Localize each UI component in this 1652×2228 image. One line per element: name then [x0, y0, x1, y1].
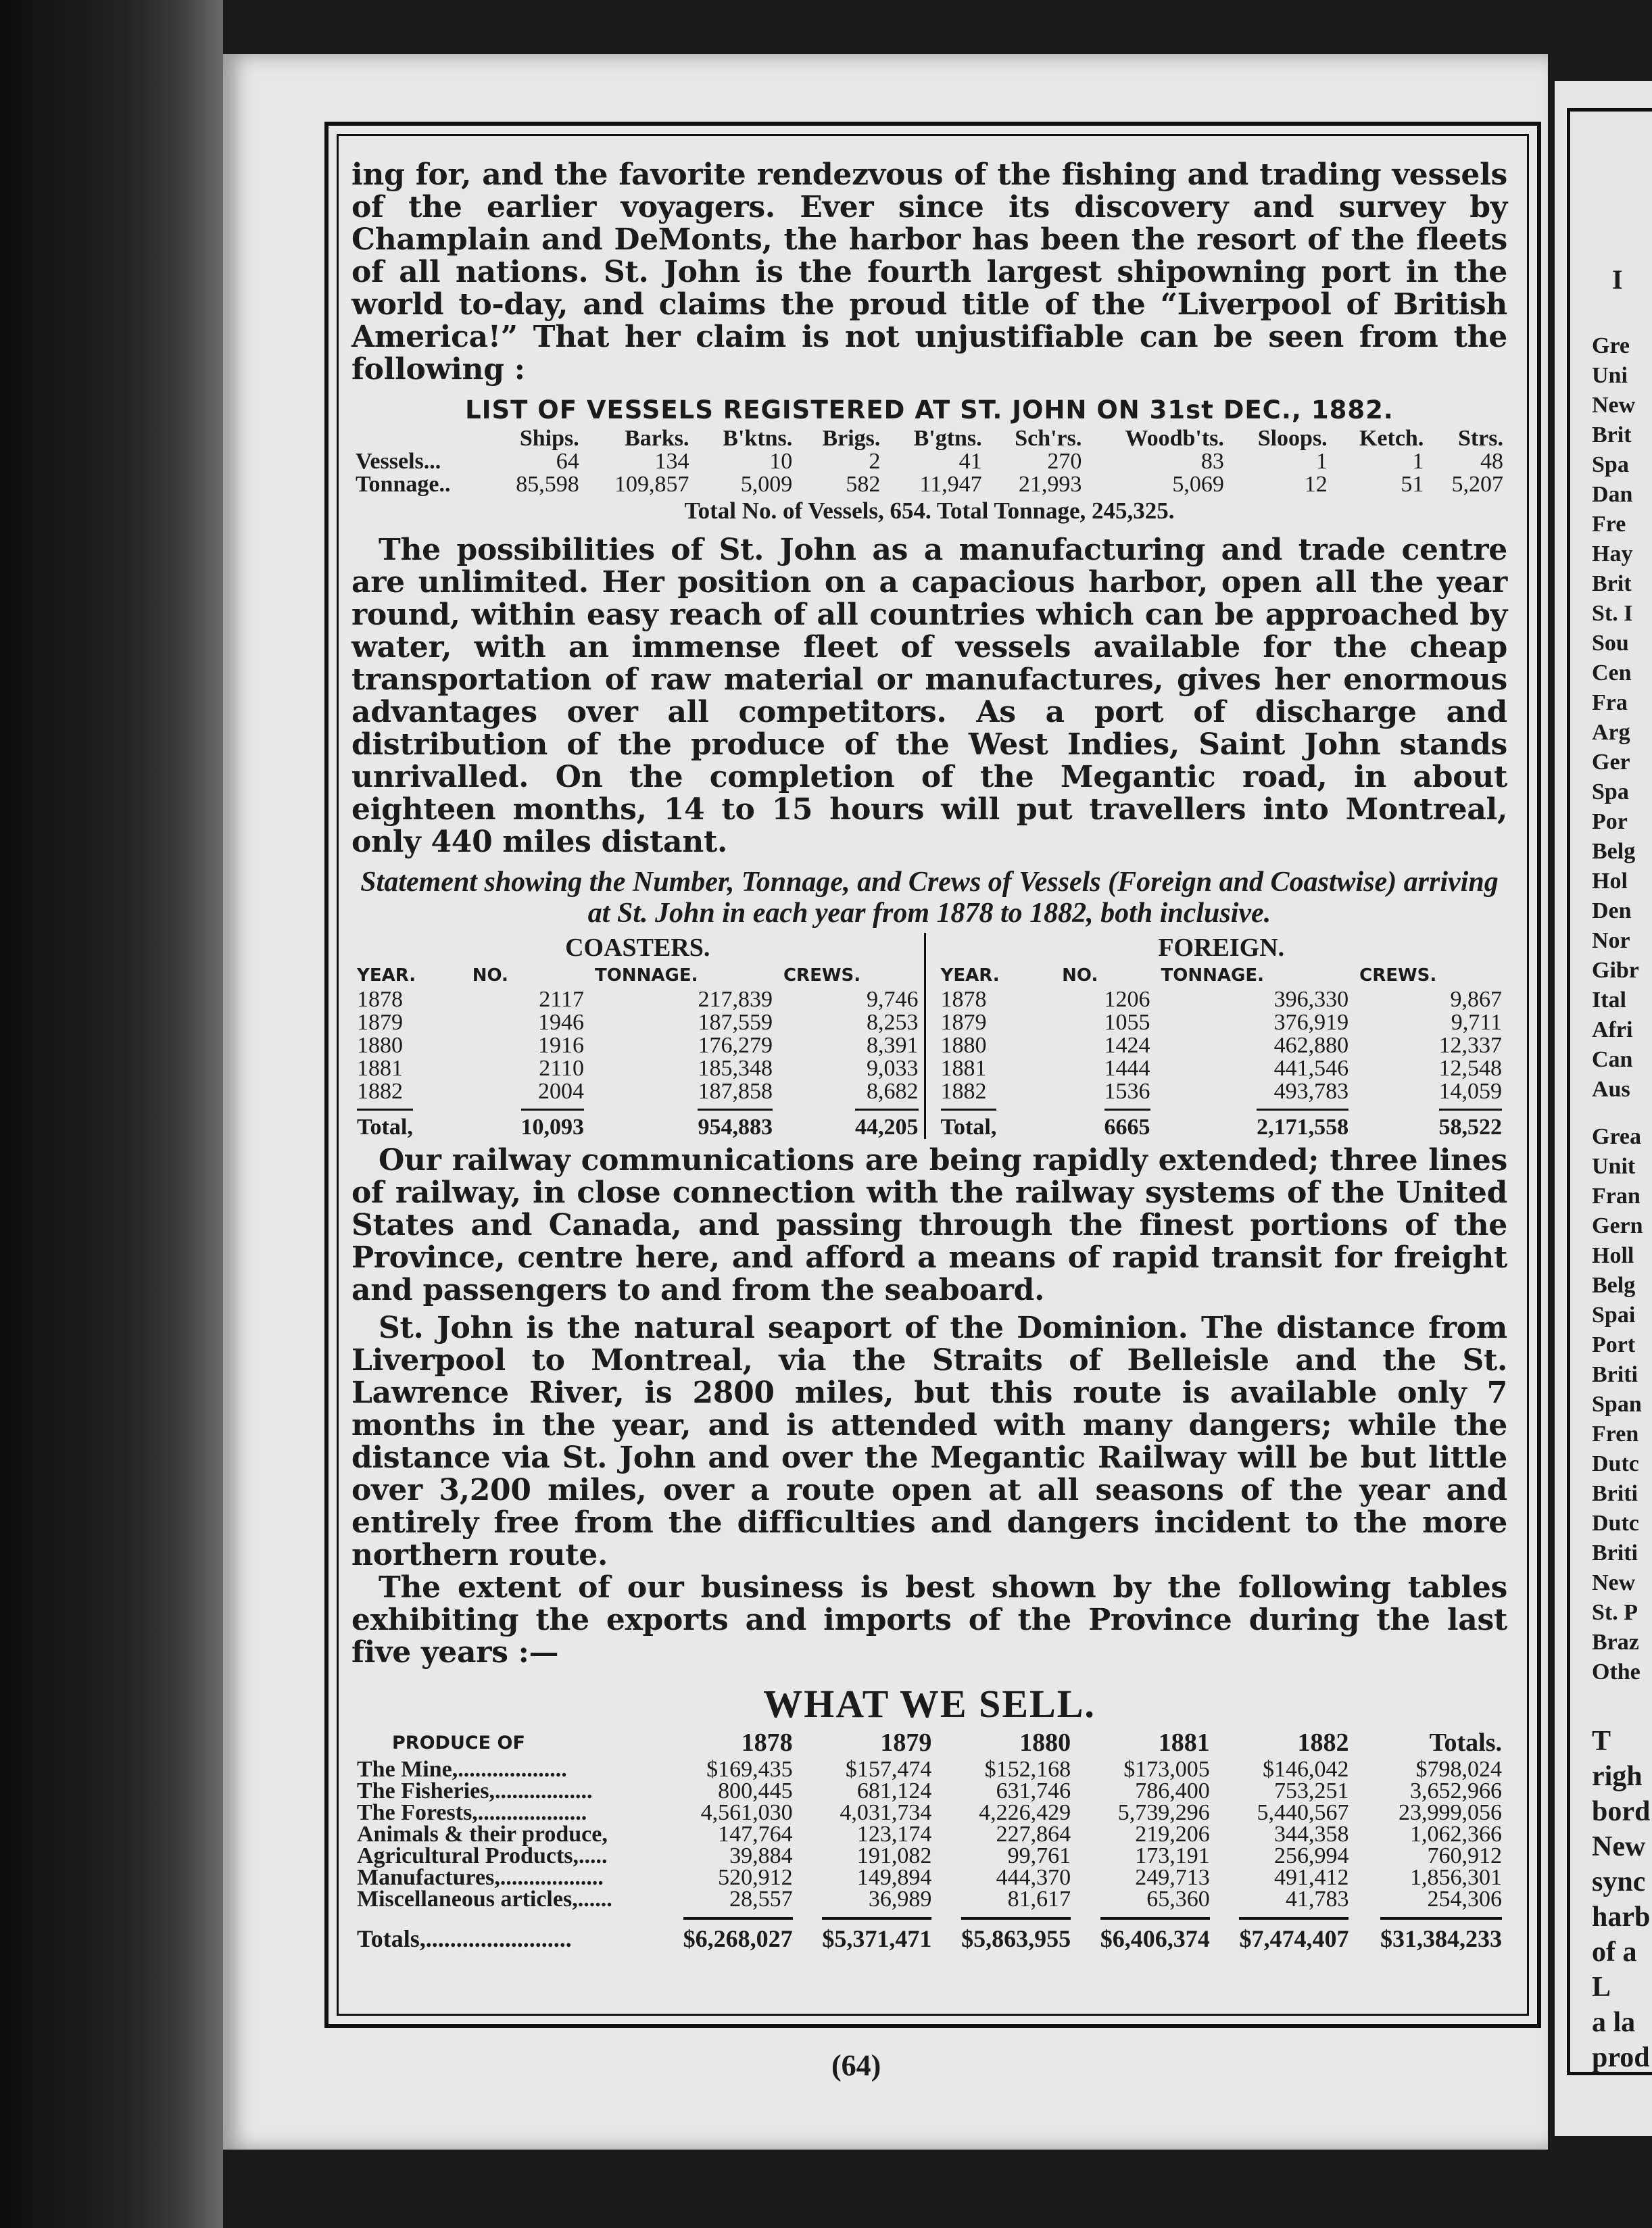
sell-cell: 173,191: [1135, 1843, 1210, 1868]
vessels-column-header: Ketch.: [1359, 426, 1424, 451]
coasters-total-cell: [351, 1105, 467, 1140]
right-page-fragment: Cen: [1592, 660, 1632, 685]
foreign-section: [924, 933, 1508, 1139]
right-page-fragment: Brit: [1592, 422, 1632, 447]
foreign-cell: 1881: [940, 1056, 987, 1081]
coasters-section: [351, 933, 924, 1139]
sell-cell: 191,082: [856, 1843, 932, 1868]
right-page-fragment: Holl: [1592, 1243, 1634, 1268]
foreign-cell: 12,548: [1438, 1056, 1502, 1081]
sell-column-header: 1880: [1019, 1728, 1071, 1757]
right-page-fragment: Belg: [1592, 839, 1636, 864]
right-page-fragment: a la: [1592, 2007, 1636, 2038]
sell-cell: 41,783: [1285, 1887, 1349, 1912]
sell-row-label: The Mine,...................: [357, 1757, 567, 1782]
sell-cell: 227,864: [996, 1822, 1071, 1847]
foreign-cell: 9,711: [1451, 1010, 1502, 1035]
foreign-column-header: TONNAGE.: [1161, 965, 1265, 986]
vessels-table-header: [351, 427, 1507, 450]
right-page-fragment: Aus: [1592, 1077, 1630, 1102]
sell-cell: $173,005: [1123, 1757, 1210, 1782]
sell-cell: 149,894: [856, 1865, 932, 1890]
sell-column-header: PRODUCE OF: [392, 1732, 525, 1753]
sell-cell: 254,306: [1427, 1887, 1502, 1912]
right-page-fragment: Othe: [1592, 1660, 1641, 1685]
sell-cell: 800,445: [718, 1778, 793, 1803]
foreign-row: [936, 988, 1508, 1011]
foreign-row: [936, 1080, 1508, 1105]
sell-cell: 631,746: [996, 1778, 1071, 1803]
sell-cell: 5,440,567: [1257, 1800, 1349, 1825]
book-spine-shadow: [0, 0, 223, 2228]
right-page-fragment: Grea: [1592, 1124, 1642, 1149]
vessels-cell: 85,598: [516, 472, 579, 497]
vessels-cell: 109,857: [614, 472, 689, 497]
sell-column-header: Totals.: [1429, 1728, 1502, 1757]
sell-column-header: 1882: [1297, 1728, 1349, 1757]
sell-cell: 4,226,429: [979, 1800, 1071, 1825]
foreign-column-header: CREWS.: [1359, 965, 1437, 986]
sell-row: [351, 1802, 1507, 1824]
right-page-fragment: harb: [1592, 1902, 1651, 1933]
right-page-fragment: Braz: [1592, 1630, 1639, 1655]
vessels-cell: 5,207: [1451, 472, 1503, 497]
coasters-total-value: 10,093: [521, 1109, 585, 1140]
vessels-cell: 51: [1401, 472, 1424, 497]
right-page-fragment: Fra: [1592, 690, 1628, 715]
coasters-row: [351, 1057, 924, 1080]
coasters-cell: 1916: [538, 1033, 585, 1058]
foreign-cell: 1536: [1104, 1079, 1150, 1104]
vessels-list-title: LIST OF VESSELS REGISTERED AT ST. JOHN ON 31st DEC., 1882.: [465, 395, 1394, 425]
right-page-fragment: Spa: [1592, 452, 1629, 477]
right-page-fragment: Briti: [1592, 1541, 1638, 1566]
foreign-cell: 1055: [1104, 1010, 1150, 1035]
sell-cell: 23,999,056: [1399, 1800, 1502, 1825]
coasters-cell: 9,746: [867, 987, 919, 1012]
right-page-fragment: St. I: [1592, 601, 1633, 626]
sell-cell: 760,912: [1427, 1843, 1502, 1868]
sell-row-label: Animals & their produce,: [357, 1822, 608, 1847]
foreign-cell: 1880: [940, 1033, 987, 1058]
vessels-cell: 5,069: [1172, 472, 1224, 497]
sell-column-header: 1881: [1158, 1728, 1210, 1757]
foreign-cell: 493,783: [1273, 1079, 1349, 1104]
foreign-cell: 9,867: [1450, 987, 1502, 1012]
what-we-sell-body: [351, 1759, 1507, 1950]
sell-totals-cell: [1354, 1910, 1507, 1950]
vessels-column-header: Strs.: [1457, 426, 1503, 451]
foreign-cell: 1879: [940, 1010, 987, 1035]
vessels-cell: 10: [769, 449, 793, 474]
right-page-fragment: Por: [1592, 809, 1628, 834]
right-page-fragment: Brit: [1592, 571, 1632, 596]
right-page-fragment: Gern: [1592, 1213, 1643, 1238]
vessels-cell: 5,009: [740, 472, 793, 497]
coasters-total-row: [351, 1105, 924, 1140]
right-page-fragment: Nor: [1592, 928, 1630, 953]
vessels-column-header: Woodb'ts.: [1125, 426, 1224, 451]
vessels-cell: 2: [869, 449, 881, 474]
right-page-fragment: Ital: [1592, 988, 1626, 1013]
right-page-fragment: Can: [1592, 1047, 1633, 1072]
right-page-fragment: of a: [1592, 1937, 1637, 1968]
vessels-row: [351, 473, 1507, 496]
coasters-cell: 8,391: [867, 1033, 919, 1058]
foreign-cell: 14,059: [1438, 1079, 1502, 1104]
right-page-fragment: Ger: [1592, 750, 1630, 775]
right-page-fragment: Fren: [1592, 1422, 1639, 1447]
seaport-paragraph: St. John is the natural seaport of the Dominion. The distance from Liverpool to Montreal, via the Straits of Belleisle and the St. Lawrence River, is 2800 miles, but this route is available only 7 months in the year, and is attended with many dangers; while the distance via St. John and over the Megantic Railway will be but little over 3,200 miles, over a route open at all seasons of the year and entirely free from the difficulties and dangers incident to the more northern route.: [351, 1311, 1507, 1572]
coasters-column-header: TONNAGE.: [595, 965, 698, 986]
right-page-fragment: Port: [1592, 1332, 1636, 1357]
coasters-table: [351, 963, 924, 1139]
foreign-total-cell: [1056, 1105, 1155, 1140]
sell-cell: 249,713: [1135, 1865, 1210, 1890]
foreign-cell: 1424: [1104, 1033, 1150, 1058]
right-page-fragment: Gre: [1592, 333, 1630, 358]
right-page-heading-fragment: I: [1612, 264, 1623, 295]
sell-cell: 520,912: [718, 1865, 793, 1890]
right-page-text-fragment: [1592, 1724, 1650, 2075]
vessels-row: [351, 450, 1507, 473]
coasters-column-header: YEAR.: [357, 965, 416, 986]
coasters-cell: 1878: [357, 987, 403, 1012]
sell-cell: 28,557: [729, 1887, 793, 1912]
intro-paragraph: ing for, and the favorite rendezvous of the fishing and trading vessels of the earlier voyagers. Ever since its discovery and survey by Champlain and DeMonts, the harbor has been the resort of the fleets of all nations. St. John is the fourth largest shipowning port in the world to-day, and claims the proud title of the “Liverpool of British America!” That her claim is not unjustifiable can be seen from the following :: [351, 158, 1507, 387]
vessels-row-label: Tonnage..: [356, 472, 451, 497]
sell-totals-cell: [937, 1910, 1076, 1950]
right-page-fragment: bord: [1592, 1796, 1651, 1827]
what-we-sell-table: [351, 1726, 1507, 1950]
foreign-cell: 1882: [940, 1079, 987, 1104]
vessels-cell: 12: [1304, 472, 1328, 497]
foreign-cell: 441,546: [1273, 1056, 1349, 1081]
sell-row-label: Manufactures,..................: [357, 1865, 604, 1890]
foreign-total-value: 6665: [1104, 1109, 1150, 1140]
sell-column-header: 1879: [880, 1728, 932, 1757]
vessels-cell: 21,993: [1018, 472, 1082, 497]
right-page-fragment: sync: [1592, 1866, 1646, 1897]
sell-totals-cell: [1076, 1910, 1215, 1950]
vessels-column-header: Brigs.: [822, 426, 881, 451]
foreign-total-row: [936, 1105, 1508, 1140]
vessels-header-blank: [351, 427, 489, 450]
sell-row: [351, 1889, 1507, 1910]
coasters-cell: 8,682: [867, 1079, 919, 1104]
coasters-row: [351, 1034, 924, 1057]
statement-title: Statement showing the Number, Tonnage, and Crews of Vessels (Foreign and Coastwise) arriving at St. John in each year from 1878 to 1882, both inclusive.: [360, 867, 1499, 929]
sell-cell: 344,358: [1273, 1822, 1349, 1847]
right-page-fragment: righ: [1592, 1761, 1643, 1792]
coasters-cell: 176,279: [698, 1033, 773, 1058]
sell-row: [351, 1867, 1507, 1889]
sell-cell: 39,884: [729, 1843, 793, 1868]
sell-cell: 4,561,030: [700, 1800, 793, 1825]
right-page-fragment: Spa: [1592, 779, 1629, 804]
sell-cell: $169,435: [706, 1757, 793, 1782]
sell-cell: 219,206: [1135, 1822, 1210, 1847]
sell-total-value: $6,268,027: [683, 1917, 793, 1952]
foreign-cell: 12,337: [1438, 1033, 1502, 1058]
vessels-column-header: Sloops.: [1257, 426, 1328, 451]
right-page-fragment: Arg: [1592, 720, 1630, 745]
coasters-cell: 1879: [357, 1010, 403, 1035]
foreign-column-header: YEAR.: [940, 965, 1000, 986]
right-page-fragment: Den: [1592, 898, 1632, 923]
sell-total-value: $5,863,955: [961, 1917, 1071, 1952]
right-page-fragment: Belg: [1592, 1273, 1636, 1298]
sell-column-header: 1878: [741, 1728, 793, 1757]
sell-cell: 123,174: [856, 1822, 932, 1847]
foreign-row: [936, 1057, 1508, 1080]
sell-totals-cell: [1215, 1910, 1355, 1950]
foreign-title: FOREIGN.: [1158, 934, 1285, 962]
foreign-cell: 1444: [1104, 1056, 1150, 1081]
vessels-row-label: Vessels...: [356, 449, 441, 474]
sell-cell: 81,617: [1007, 1887, 1071, 1912]
right-page-fragment: New: [1592, 1831, 1646, 1862]
coasters-cell: 9,033: [867, 1056, 919, 1081]
sell-total-value: $6,406,374: [1100, 1917, 1210, 1952]
sell-total-value: $31,384,233: [1380, 1917, 1502, 1952]
sell-row: [351, 1781, 1507, 1802]
coasters-cell: 217,839: [698, 987, 773, 1012]
foreign-total-cell: [1354, 1105, 1507, 1140]
right-page-fragment: Uni: [1592, 363, 1628, 388]
coasters-total-value: 954,883: [698, 1109, 773, 1140]
sell-cell: 1,062,366: [1410, 1822, 1502, 1847]
foreign-table: [936, 963, 1508, 1139]
sell-totals-row: [351, 1910, 1507, 1950]
vessels-cell: 83: [1200, 449, 1224, 474]
right-page-fragment: New: [1592, 1570, 1636, 1595]
coasters-cell: 187,559: [698, 1010, 773, 1035]
sell-totals-label: Totals,........................: [357, 1925, 572, 1952]
coasters-cell: 187,858: [698, 1079, 773, 1104]
sell-cell: $146,042: [1262, 1757, 1349, 1782]
right-page-fragment: Dutc: [1592, 1451, 1639, 1476]
sell-cell: 99,761: [1007, 1843, 1071, 1868]
foreign-total-cell: [1156, 1105, 1355, 1140]
coasters-cell: 1946: [538, 1010, 585, 1035]
right-page-fragment: Hol: [1592, 869, 1628, 894]
vessels-column-header: Ships.: [519, 426, 579, 451]
right-page-fragment: T: [1592, 1726, 1611, 1757]
vessels-cell: 41: [958, 449, 982, 474]
sell-cell: 147,764: [718, 1822, 793, 1847]
right-page-fragment: New: [1592, 393, 1636, 418]
sell-cell: 5,739,296: [1117, 1800, 1210, 1825]
vessels-table: [351, 427, 1507, 496]
right-page-fragment: Unit: [1592, 1154, 1636, 1179]
coasters-cell: 1882: [357, 1079, 403, 1104]
coasters-total-value: 44,205: [855, 1109, 919, 1140]
coasters-header-row: [351, 963, 924, 988]
sell-total-value: $5,371,471: [822, 1917, 931, 1952]
coasters-row: [351, 1011, 924, 1034]
coasters-cell: 1880: [357, 1033, 403, 1058]
coasters-row: [351, 988, 924, 1011]
page-number: (64): [831, 2049, 881, 2082]
foreign-row: [936, 1034, 1508, 1057]
right-page-fragment: L: [1592, 1972, 1611, 2003]
sell-cell: $152,168: [984, 1757, 1071, 1782]
sell-row: [351, 1845, 1507, 1867]
right-page-fragment: Spai: [1592, 1303, 1636, 1328]
vessels-column-header: B'ktns.: [723, 426, 793, 451]
right-page-fragment: Briti: [1592, 1481, 1638, 1506]
vessels-cell: 1: [1412, 449, 1424, 474]
possibilities-paragraph: The possibilities of St. John as a manufacturing and trade centre are unlimited. Her position on a capacious harbor, open all the year round, within easy reach of all countries which can be approached by water, with an immense fleet of vessels available for the cheap transportation of raw material or manufactures, gives her enormous advantages over all competitors. As a port of discharge and distribution of the produce of the West Indies, Saint John stands unrivalled. On the completion of the Megantic road, in about eighteen months, 14 to 15 hours will put travellers into Montreal, only 440 miles distant.: [351, 533, 1507, 859]
vessels-column-header: Sch'rs.: [1015, 426, 1082, 451]
right-page-fragment: Fran: [1592, 1184, 1641, 1209]
what-we-sell-header: [351, 1726, 1507, 1759]
foreign-cell: 396,330: [1273, 987, 1349, 1012]
coasters-total-cell: [778, 1105, 924, 1140]
sell-cell: 65,360: [1146, 1887, 1210, 1912]
vessels-column-header: B'gtns.: [913, 426, 982, 451]
coasters-column-header: NO.: [472, 965, 508, 986]
foreign-cell: 376,919: [1273, 1010, 1349, 1035]
coasters-cell: 185,348: [698, 1056, 773, 1081]
right-page-fragment: Fre: [1592, 512, 1626, 537]
vessels-cell: 582: [846, 472, 881, 497]
coasters-cell: 2004: [538, 1079, 585, 1104]
coasters-total-value: Total,: [357, 1109, 413, 1140]
right-page-fragment: St. P: [1592, 1600, 1638, 1625]
sell-cell: 786,400: [1135, 1778, 1210, 1803]
vessels-cell: 64: [556, 449, 579, 474]
coasters-total-cell: [467, 1105, 589, 1140]
foreign-cell: 1878: [940, 987, 987, 1012]
right-page-fragment: Dutc: [1592, 1511, 1639, 1536]
sell-cell: 3,652,966: [1410, 1778, 1502, 1803]
right-page-fragment: Afri: [1592, 1017, 1633, 1042]
sell-row: [351, 1824, 1507, 1845]
sell-cell: 36,989: [868, 1887, 932, 1912]
foreign-row: [936, 1011, 1508, 1034]
right-page-fragment: Gibr: [1592, 958, 1639, 983]
coasters-cell: 2110: [539, 1056, 585, 1081]
sell-total-value: $7,474,407: [1239, 1917, 1349, 1952]
vessels-cell: 1: [1315, 449, 1328, 474]
coasters-cell: 2117: [539, 987, 585, 1012]
vessels-cell: 134: [654, 449, 689, 474]
foreign-cell: 1206: [1104, 987, 1150, 1012]
sell-cell: 4,031,734: [840, 1800, 932, 1825]
sell-row: [351, 1759, 1507, 1781]
right-page-country-list-bottom: [1592, 1122, 1643, 1687]
railway-paragraph: Our railway communications are being rapidly extended; three lines of railway, in close connection with the railway systems of the United States and Canada, and passing through the finest portions of the Province, centre here, and afford a means of rapid transit for freight and passengers to and from the seaboard.: [351, 1143, 1507, 1307]
foreign-total-value: 58,522: [1439, 1109, 1503, 1140]
foreign-header-row: [936, 963, 1508, 988]
sell-cell: 681,124: [856, 1778, 932, 1803]
vessels-cell: 48: [1480, 449, 1503, 474]
foreign-total-cell: [936, 1105, 1057, 1140]
coasters-column-header: CREWS.: [783, 965, 861, 986]
sell-cell: 753,251: [1273, 1778, 1349, 1803]
right-page-fragment: Sou: [1592, 631, 1629, 656]
sell-totals-cell: [798, 1910, 938, 1950]
foreign-total-value: Total,: [941, 1109, 997, 1140]
vessels-total-line: Total No. of Vessels, 654. Total Tonnage, 245,325.: [684, 498, 1175, 524]
foreign-total-value: 2,171,558: [1257, 1109, 1349, 1140]
sell-row-label: The Fisheries,.................: [357, 1778, 593, 1803]
sell-row-label: The Forests,...................: [357, 1800, 587, 1825]
sell-cell: 256,994: [1273, 1843, 1349, 1868]
sell-cell: $157,474: [845, 1757, 932, 1782]
right-page-fragment: Span: [1592, 1392, 1642, 1417]
foreign-column-header: NO.: [1062, 965, 1098, 986]
sell-row-label: Agricultural Products,.....: [357, 1843, 608, 1868]
right-page-fragment: Briti: [1592, 1362, 1638, 1387]
coasters-row: [351, 1080, 924, 1105]
coasters-cell: 1881: [357, 1056, 403, 1081]
vessels-column-header: Barks.: [625, 426, 689, 451]
sell-cell: 1,856,301: [1410, 1865, 1502, 1890]
sell-cell: $798,024: [1415, 1757, 1502, 1782]
sell-totals-cell: [659, 1910, 798, 1950]
coasters-title: COASTERS.: [565, 934, 710, 962]
sell-cell: 444,370: [996, 1865, 1071, 1890]
sell-row-label: Miscellaneous articles,......: [357, 1887, 612, 1912]
right-page-fragment: Dan: [1592, 482, 1633, 507]
coasters-cell: 8,253: [867, 1010, 919, 1035]
coasters-total-cell: [589, 1105, 778, 1140]
sell-cell: 491,412: [1273, 1865, 1349, 1890]
right-page-country-list-top: [1592, 331, 1639, 1105]
right-page-fragment: prod: [1592, 2042, 1650, 2073]
page-content: [351, 159, 1507, 1950]
right-page-fragment: Hay: [1592, 541, 1633, 566]
extent-paragraph: The extent of our business is best shown by the following tables exhibiting the exports and imports of the Province during the last five years :—: [351, 1570, 1507, 1670]
vessels-cell: 270: [1047, 449, 1082, 474]
what-we-sell-title: WHAT WE SELL.: [763, 1682, 1096, 1726]
arrivals-tables: [351, 933, 1507, 1139]
foreign-cell: 462,880: [1273, 1033, 1349, 1058]
vessels-table-body: [351, 450, 1507, 496]
right-page-edge: [1555, 81, 1652, 2136]
vessels-cell: 11,947: [919, 472, 982, 497]
